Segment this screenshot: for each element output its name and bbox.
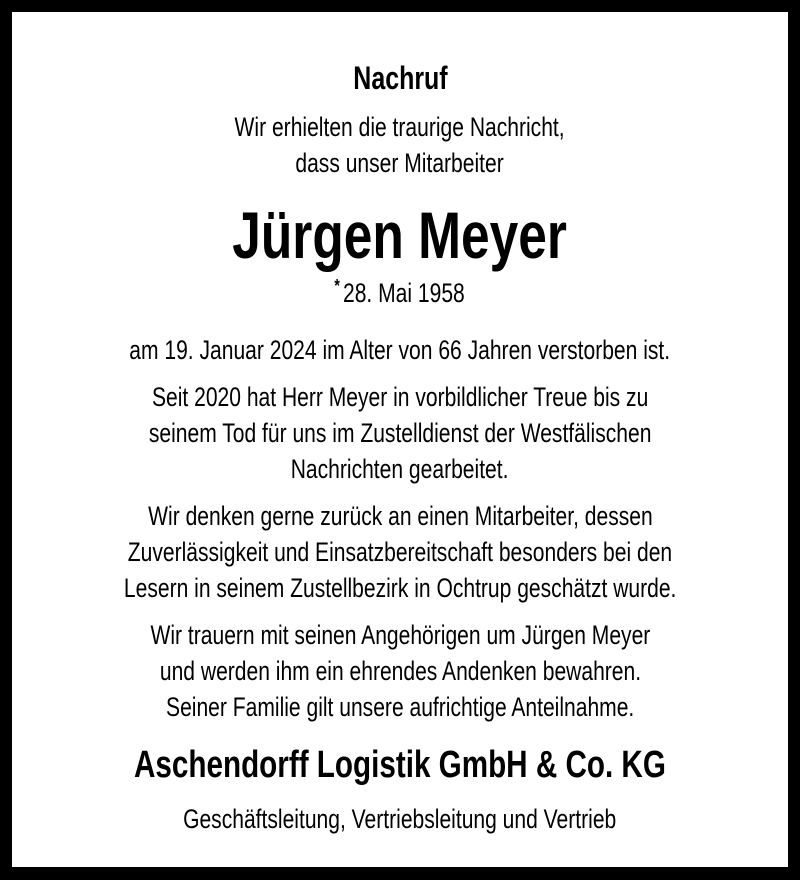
birth-star-icon: *: [334, 276, 341, 296]
paragraph-3-line-2: und werden ihm ein ehrendes Andenken bewahren.: [159, 656, 641, 686]
paragraph-1-line-1: Seit 2020 hat Herr Meyer in vorbildlicher Treue bis zu: [151, 382, 649, 412]
paragraph-2-line-3: Lesern in seinem Zustellbezirk in Ochtrup geschätzt wurde.: [123, 573, 677, 603]
paragraph-1-line-3: Nachrichten gearbeitet.: [291, 454, 509, 484]
paragraph-3-line-3: Seiner Familie gilt unsere aufrichtige Anteilnahme.: [165, 692, 635, 722]
paragraph-3-line-1: Wir trauern mit seinen Angehörigen um Jürgen Meyer: [150, 620, 650, 650]
paragraph-2-line-1: Wir denken gerne zurück an einen Mitarbeiter, dessen: [147, 501, 653, 531]
obituary-notice: [12, 12, 788, 867]
intro-line-2: dass unser Mitarbeiter: [295, 148, 505, 178]
deceased-name: Jürgen Meyer: [232, 198, 568, 272]
department-line: Geschäftsleitung, Vertriebsleitung und Vertrieb: [183, 804, 617, 834]
paragraph-1-line-2: seinem Tod für uns im Zustelldienst der Westfälischen: [148, 418, 652, 448]
death-line: am 19. Januar 2024 im Alter von 66 Jahren verstorben ist.: [129, 335, 671, 365]
notice-title: Nachruf: [352, 60, 448, 96]
birth-date: * 28. Mai 1958: [334, 276, 466, 308]
company-name: Aschendorff Logistik GmbH & Co. KG: [134, 744, 666, 786]
paragraph-2-line-2: Zuverlässigkeit und Einsatzbereitschaft besonders bei den: [127, 537, 673, 567]
intro-line-1: Wir erhielten die traurige Nachricht,: [234, 112, 566, 142]
